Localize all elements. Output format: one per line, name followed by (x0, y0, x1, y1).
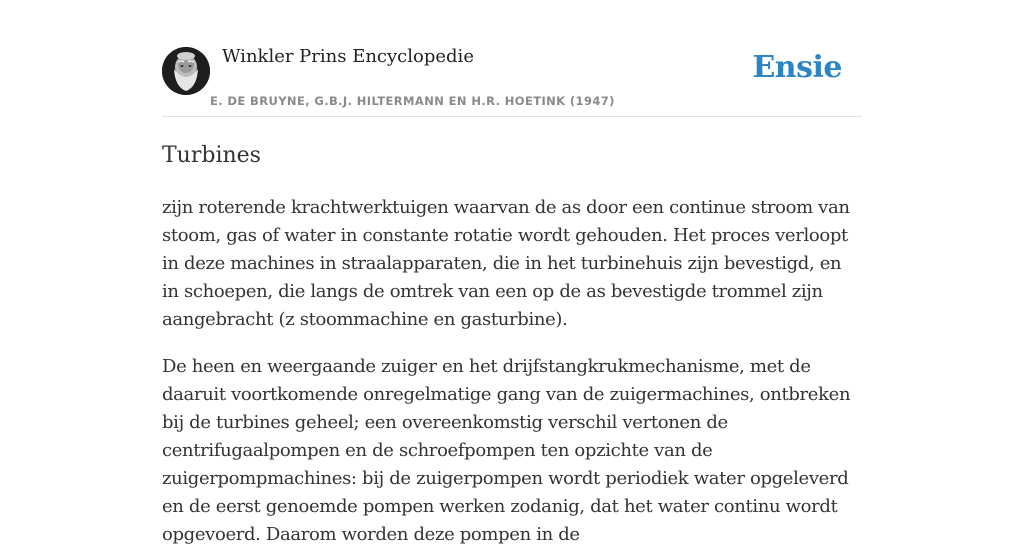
page (162, 0, 862, 549)
publication-title[interactable]: Winkler Prins Encyclopedie (222, 46, 474, 67)
authors-byline: E. DE BRUYNE, G.B.J. HILTERMANN EN H.R. HOETINK (1947) (210, 94, 615, 108)
brand-logo[interactable]: Ensie (752, 50, 842, 85)
article-paragraph-1: zijn roterende krachtwerktuigen waarvan de as door een continue stroom van stoom, gas of water in constante rotatie wordt gehouden. Het proces verloopt in deze machines in straalapparaten, die in het turbinehuis zijn bevestigd, en in schoepen, die langs de omtrek van een op de as bevestigde trommel zijn aangebracht (z stoommachine en gasturbine). (162, 197, 850, 330)
article-paragraph-2: De heen en weergaande zuiger en het drijfstangkrukmechanisme, met de daaruit voortkomende onregelmatige gang van de zuigermachines, ontbreken bij de turbines geheel; een overeenkomstig verschil vertonen de centrifugaalpompen en de schroefpompen ten opzichte van de zuigerpompmachines: bij de zuigerpompen wordt periodiek water opgeleverd en de eerst genoemde pompen werken zodanig, dat het water continu wordt opgevoerd. Daarom worden deze pompen in de (162, 356, 851, 545)
article-title: Turbines (162, 143, 261, 168)
bearded-man-portrait-icon[interactable] (162, 47, 210, 95)
header (162, 0, 862, 117)
